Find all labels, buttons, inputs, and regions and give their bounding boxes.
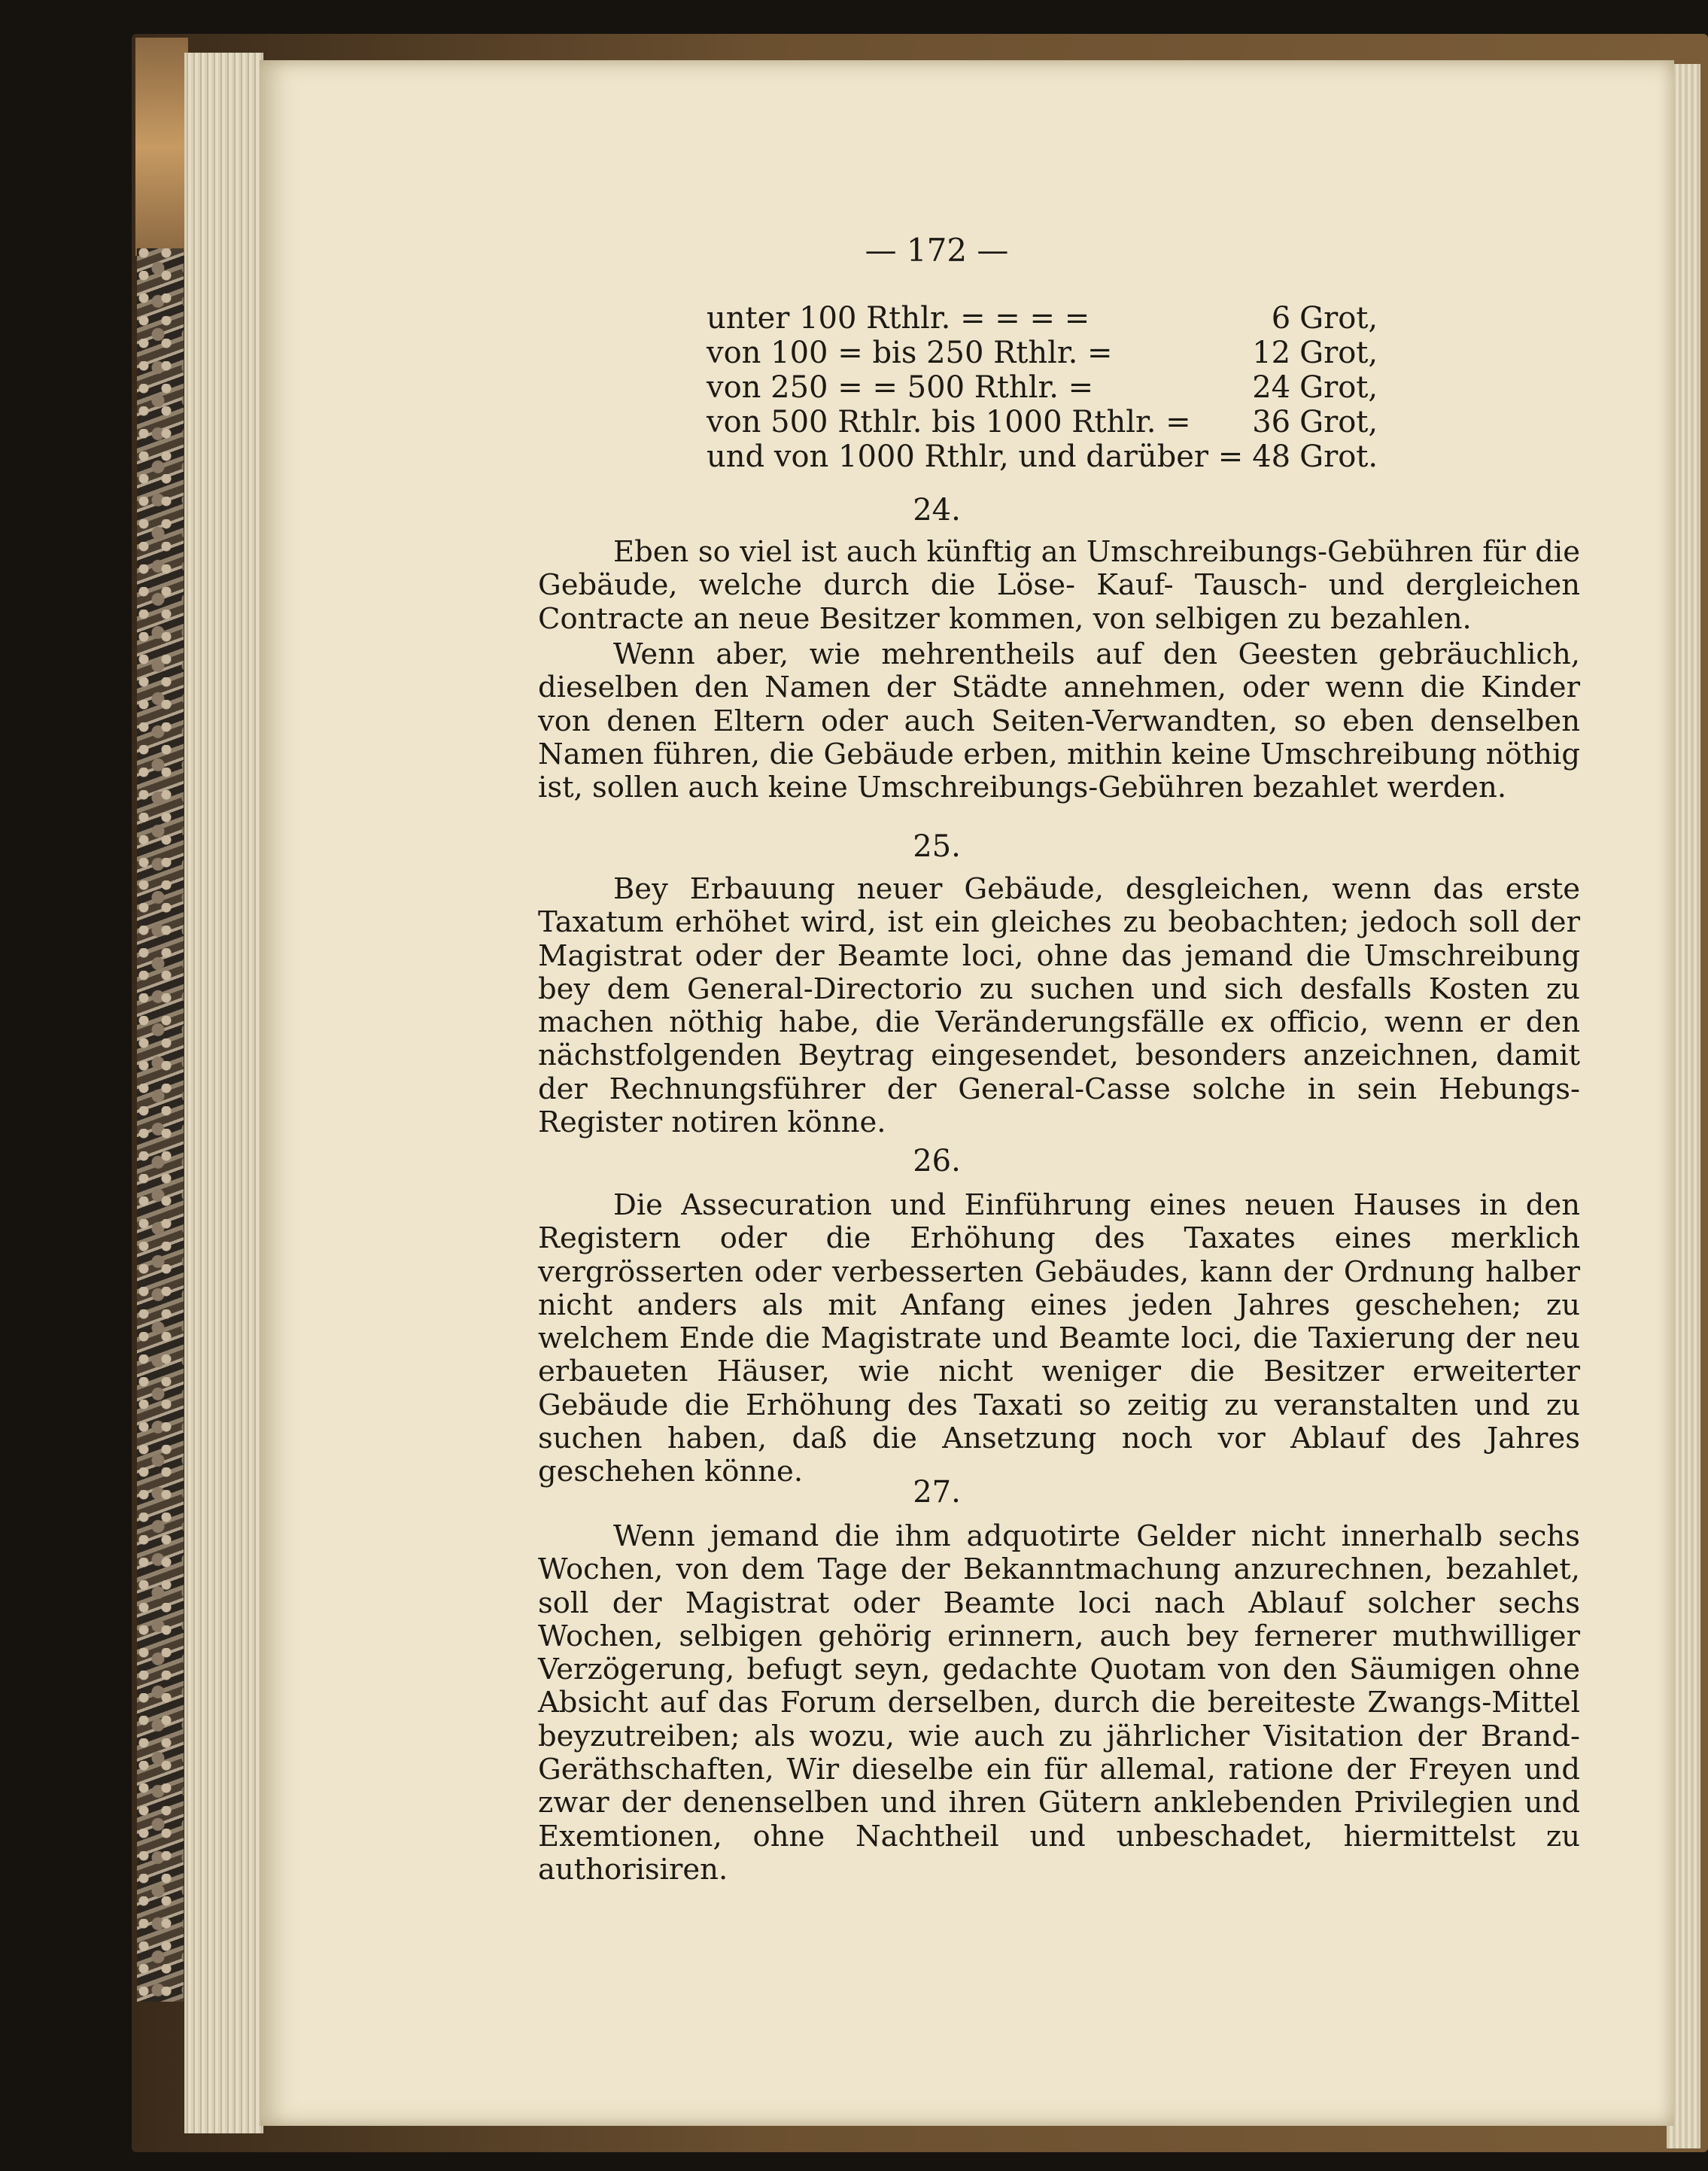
- left-page-stack: [184, 53, 263, 2133]
- fee-row: [702, 370, 1382, 405]
- fee-range: und von 1000 Rthlr, und darüber =: [707, 439, 1244, 474]
- fee-unit: Grot,: [1299, 336, 1378, 370]
- book-page: [260, 60, 1674, 2126]
- fee-unit: Grot,: [1299, 370, 1378, 405]
- fee-range: von 100 = bis 250 Rthlr. =: [707, 336, 1113, 370]
- fee-unit: Grot,: [1299, 301, 1378, 336]
- fee-range: von 500 Rthlr. bis 1000 Rthlr. =: [707, 405, 1191, 439]
- paragraph-24a: Eben so viel ist auch künftig an Umschreibungs-Gebühren für die Gebäude, welche durch die Löse- Kauf- Tausch- und dergleichen Contracte an neue Besitzer kommen, von selbigen zu bezahlen.: [538, 535, 1580, 636]
- fee-amount: 24: [1252, 370, 1291, 405]
- fee-row: [702, 336, 1382, 370]
- fee-unit: Grot,: [1299, 405, 1378, 439]
- page-number: — 172 —: [865, 232, 1009, 269]
- fee-row: [702, 439, 1382, 474]
- fee-amount: 48: [1252, 439, 1291, 474]
- fee-range: von 250 = = 500 Rthlr. =: [707, 370, 1094, 405]
- fee-table: [702, 301, 1382, 474]
- marbled-board-edge: [137, 248, 184, 2002]
- section-number-24: 24.: [913, 493, 961, 528]
- section-number-25: 25.: [913, 829, 961, 864]
- fee-row: [702, 405, 1382, 439]
- section-number-26: 26.: [913, 1144, 961, 1178]
- fee-amount: 6: [1271, 301, 1291, 336]
- paragraph-25: Bey Erbauung neuer Gebäude, desgleichen, wenn das erste Taxatum erhöhet wird, ist ein gleiches zu beobachten; jedoch soll der Magistrat oder der Beamte loci, ohne das jemand die Umschreibung bey dem General-Directorio zu suchen und sich desfalls Kosten zu machen nöthig habe, die Veränderungsfälle ex officio, wenn er den nächstfolgenden Beytrag eingesendet, besonders anzeichnen, damit der Rechnungsführer der General-Casse solche in sein Hebungs-Register notiren könne.: [538, 872, 1580, 1140]
- section-number-27: 27.: [913, 1475, 961, 1510]
- fee-unit: Grot.: [1299, 439, 1378, 474]
- fee-amount: 36: [1252, 405, 1291, 439]
- paragraph-27: Wenn jemand die ihm adquotirte Gelder nicht innerhalb sechs Wochen, von dem Tage der Bekanntmachung anzurechnen, bezahlet, soll der Magistrat oder Beamte loci nach Ablauf solcher sechs Wochen, selbigen gehörig erinnern, auch bey fernerer muthwilliger Verzögerung, befugt seyn, gedachte Quotam von den Säumigen ohne Absicht auf das Forum derselben, durch die bereiteste Zwangs-Mittel beyzutreiben; als wozu, wie auch zu jährlicher Visitation der Brand-Geräthschaften, Wir dieselbe ein für allemal, ratione der Freyen und zwar der denenselben und ihren Gütern anklebenden Privilegien und Exemtionen, ohne Nachtheil und unbeschadet, hiermittelst zu authorisiren.: [538, 1519, 1580, 1887]
- leather-spine-corner: [135, 38, 188, 256]
- fee-amount: 12: [1252, 336, 1291, 370]
- fee-row: [702, 301, 1382, 336]
- paragraph-24b: Wenn aber, wie mehrentheils auf den Geesten gebräuchlich, dieselben den Namen der Städte annehmen, oder wenn die Kinder von denen Eltern oder auch Seiten-Verwandten, so eben denselben Namen führen, die Gebäude erben, mithin keine Umschreibung nöthig ist, sollen auch keine Umschreibungs-Gebühren bezahlet werden.: [538, 637, 1580, 805]
- paragraph-26: Die Assecuration und Einführung eines neuen Hauses in den Registern oder die Erhöhung des Taxates eines merklich vergrösserten oder verbesserten Gebäudes, kann der Ordnung halber nicht anders als mit Anfang eines jeden Jahres geschehen; zu welchem Ende die Magistrate und Beamte loci, die Taxierung der neu erbaueten Häuser, wie nicht weniger die Besitzer erweiterter Gebäude die Erhöhung des Taxati so zeitig zu veranstalten und zu suchen haben, daß die Ansetzung noch vor Ablauf des Jahres geschehen könne.: [538, 1188, 1580, 1489]
- fee-range: unter 100 Rthlr. = = = =: [707, 301, 1090, 336]
